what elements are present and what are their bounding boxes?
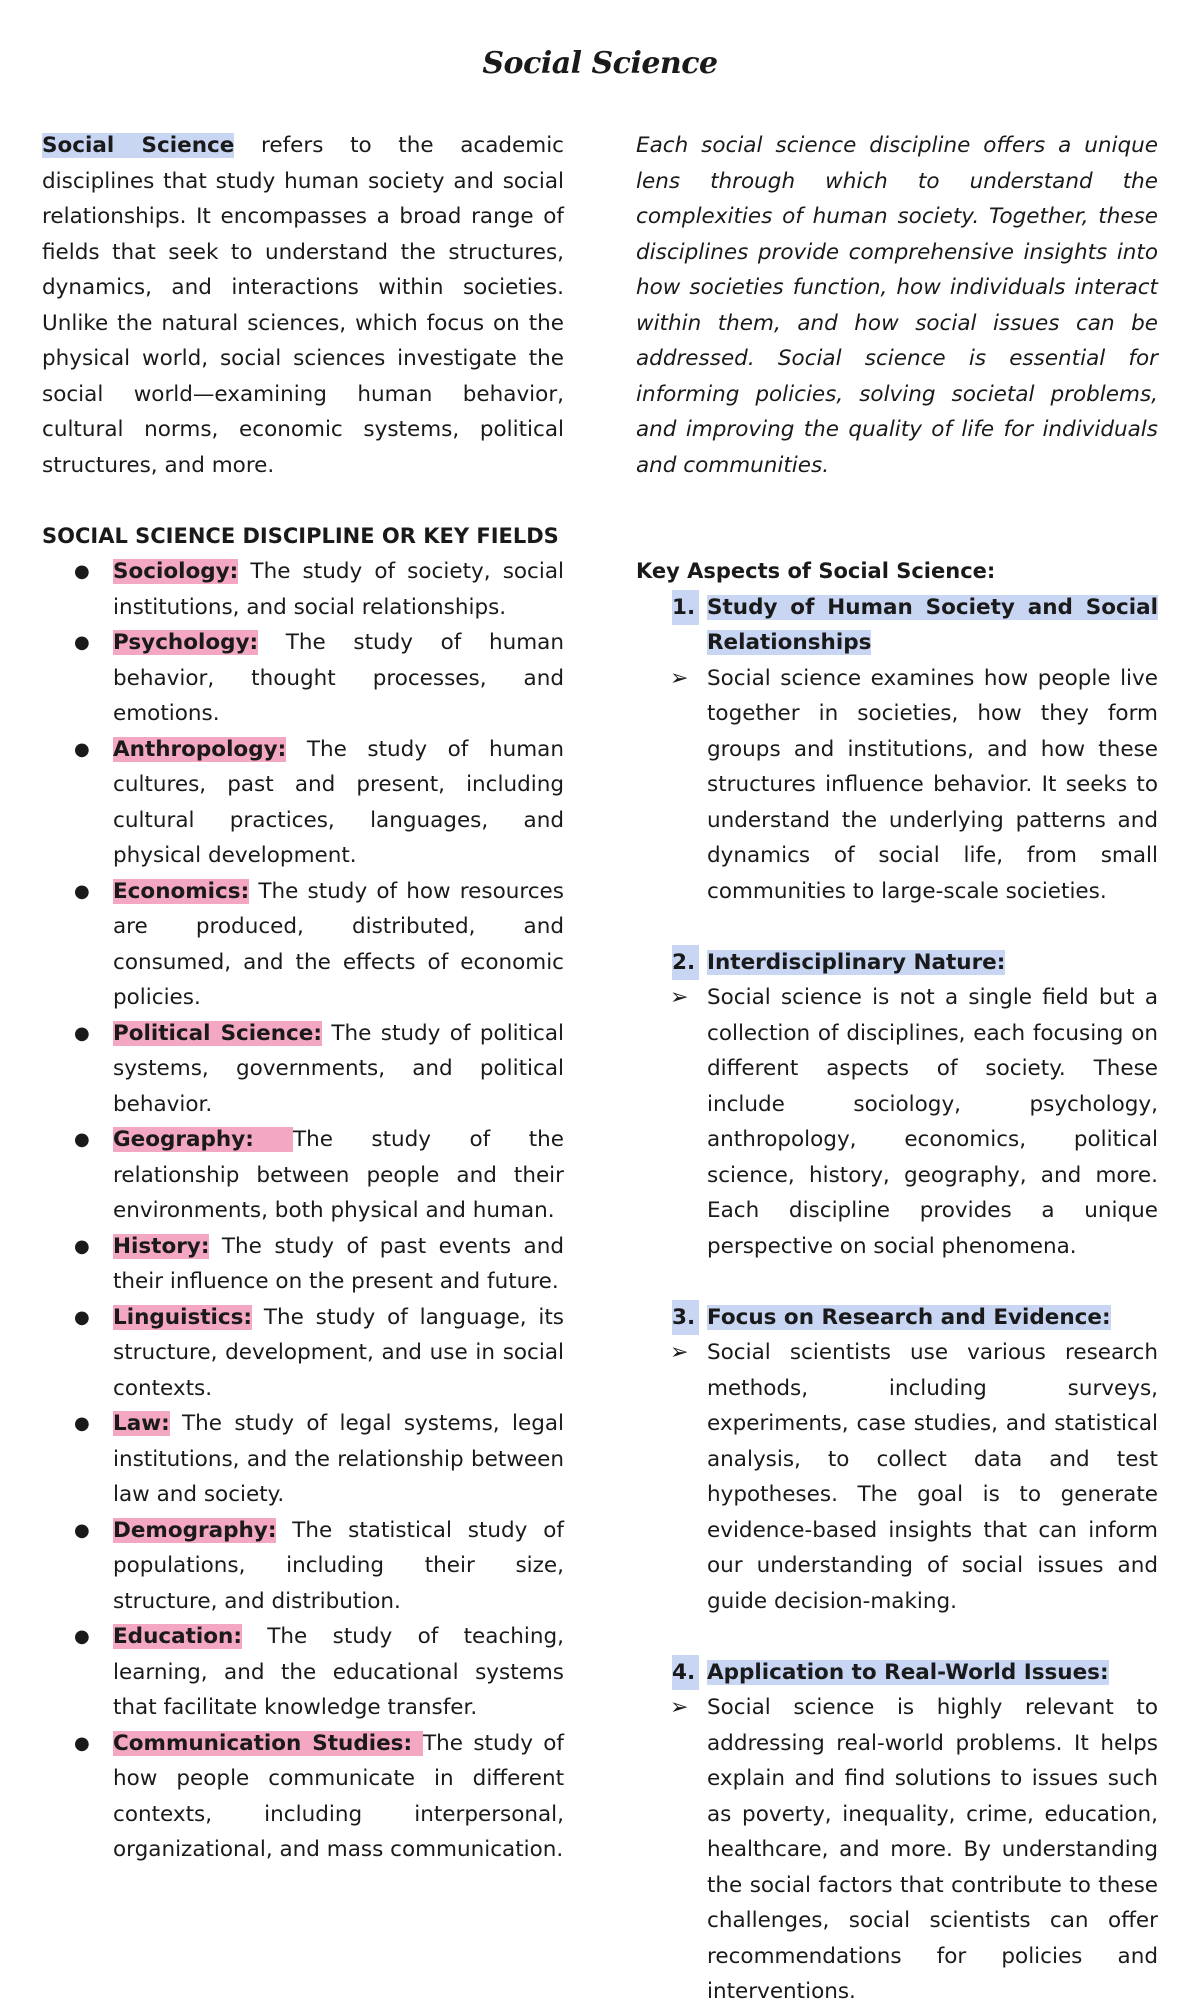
aspect-heading [636,945,1158,981]
aspect-body [636,1690,1158,2010]
aspect-text: Social science is not a single field but a collection of disciplines, each focusing on different aspects of society. These include sociology, psychology, anthropology, economics, political science, history, geography, and more. Each discipline provides a unique perspective on social phenomena. [707,985,1158,1259]
field-item [42,1513,564,1620]
aspect-body [636,980,1158,1264]
bullet-icon: ● [74,880,90,902]
aspect-title: Focus on Research and Evidence: [707,1304,1111,1330]
field-desc: The study of human cultures, past and present, including cultural practices, languages, and physical development. [113,736,564,868]
aspect-body [636,661,1158,910]
aspect-number: 1. [672,590,699,626]
field-term: Education: [113,1624,242,1649]
field-desc: The study of teaching, learning, and the educational systems that facilitate knowledge transfer. [113,1624,564,1720]
arrow-bullet-icon: ➢ [670,665,689,691]
field-term: Economics: [113,878,250,904]
page-title: Social Science [482,46,718,81]
field-item [42,732,564,874]
field-item [42,1406,564,1513]
field-desc: The statistical study of populations, including their size, structure, and distribution. [113,1517,564,1614]
field-term: Geography: [113,1127,293,1152]
aspect-section [636,1655,1158,2010]
field-desc: The study of how resources are produced, distributed, and consumed, and the effects of economic policies. [113,878,564,1010]
bullet-icon: ● [74,632,90,653]
field-desc: The study of legal systems, legal institutions, and the relationship between law and society. [113,1411,564,1507]
aspects-heading: Key Aspects of Social Science: [636,559,996,583]
field-desc: The study of past events and their influence on the present and future. [113,1233,564,1294]
field-item [42,874,564,1016]
field-term: Demography: [113,1517,277,1543]
aspect-section [636,945,1158,1265]
bullet-icon: ● [74,1732,90,1754]
field-item [42,1300,564,1407]
field-desc: The study of society, social institutions, and social relationships. [113,559,564,620]
intro-paragraph [42,128,564,483]
arrow-bullet-icon: ➢ [670,1340,689,1365]
field-term: Law: [113,1411,170,1436]
bullet-icon: ● [74,1022,90,1044]
aspect-number: 4. [672,1655,699,1691]
field-desc: The study of how people communicate in different contexts, including interpersonal, organizational, and mass communication. [113,1730,564,1862]
aspect-heading [636,1300,1158,1336]
aspect-title: Study of Human Society and Social Relationships [707,594,1158,655]
field-desc: The study of language, its structure, development, and use in social contexts. [113,1304,564,1401]
field-item [42,1726,564,1868]
bullet-icon: ● [74,1413,90,1434]
aspect-title: Interdisciplinary Nature: [707,949,1006,975]
bullet-icon: ● [74,738,90,760]
aspect-text: Social science is highly relevant to addressing real-world problems. It helps explain and find solutions to issues such as poverty, inequality, crime, education, healthcare, and more. By understanding the social factors that contribute to these challenges, social scientists can offer recommendations for policies and interventions. [707,1695,1158,2004]
field-desc: The study of human behavior, thought processes, and emotions. [113,630,564,726]
bullet-icon: ● [74,1235,90,1257]
bullet-icon: ● [74,561,90,582]
field-item [42,1122,564,1229]
aspect-body [636,1335,1158,1619]
fields-heading: SOCIAL SCIENCE DISCIPLINE OR KEY FIELDS [42,523,559,548]
aspect-section [636,1300,1158,1620]
bullet-icon: ● [74,1519,90,1541]
field-term: Sociology: [113,559,239,584]
aspect-text: Social science examines how people live together in societies, how they form groups and institutions, and how these structures influence behavior. It seeks to understand the underlying patterns and dynamics of social life, from small communities to large-scale societies. [707,665,1158,904]
arrow-bullet-icon: ➢ [670,985,689,1010]
intro-text: refers to the academic disciplines that study human society and social relationships. It encompasses a broad range of fields that seek to understand the structures, dynamics, and interactions within societies. Unlike the natural sciences, which focus on the physical world, social sciences investigate the social world—examining human behavior, cultural norms, economic systems, political structures, and more. [42,133,565,478]
field-desc: The study of the relationship between people and their environments, both physical and human. [113,1127,564,1223]
field-term: Psychology: [113,630,259,655]
field-item [42,554,564,625]
aspect-text: Social scientists use various research methods, including surveys, experiments, case studies, and statistical analysis, to collect data and test hypotheses. The goal is to generate evidence-based insights that can inform our understanding of social issues and guide decision-making. [707,1340,1158,1614]
aspect-number: 3. [672,1300,699,1336]
bullet-icon: ● [74,1626,90,1647]
aspect-heading [636,590,1158,661]
summary-paragraph: Each social science discipline offers a unique lens through which to understand the complexities of human society. Together, these disciplines provide comprehensive insights into how societies function, how individuals interact within them, and how social issues can be addressed. Social science is essential for informing policies, solving societal problems, and improving the quality of life for individuals and communities. [636,133,1158,478]
field-term: History: [113,1233,210,1259]
bullet-icon: ● [74,1306,90,1328]
field-term: Communication Studies: [113,1730,424,1756]
field-desc: The study of political systems, governments, and political behavior. [113,1020,565,1117]
field-item [42,1229,564,1300]
field-term: Political Science: [113,1020,322,1046]
field-term: Anthropology: [113,736,287,762]
aspect-heading [636,1655,1158,1691]
aspect-section [636,590,1158,910]
arrow-bullet-icon: ➢ [670,1695,689,1720]
aspect-number: 2. [672,945,699,981]
intro-term: Social Science [42,133,235,158]
field-term: Linguistics: [113,1304,253,1330]
field-item [42,625,564,732]
right-column [636,128,1158,2010]
field-item [42,1016,564,1123]
field-item [42,1619,564,1726]
left-column [42,128,564,1868]
fields-list [42,554,564,1868]
bullet-icon: ● [74,1129,90,1150]
aspect-title: Application to Real-World Issues: [707,1659,1109,1685]
